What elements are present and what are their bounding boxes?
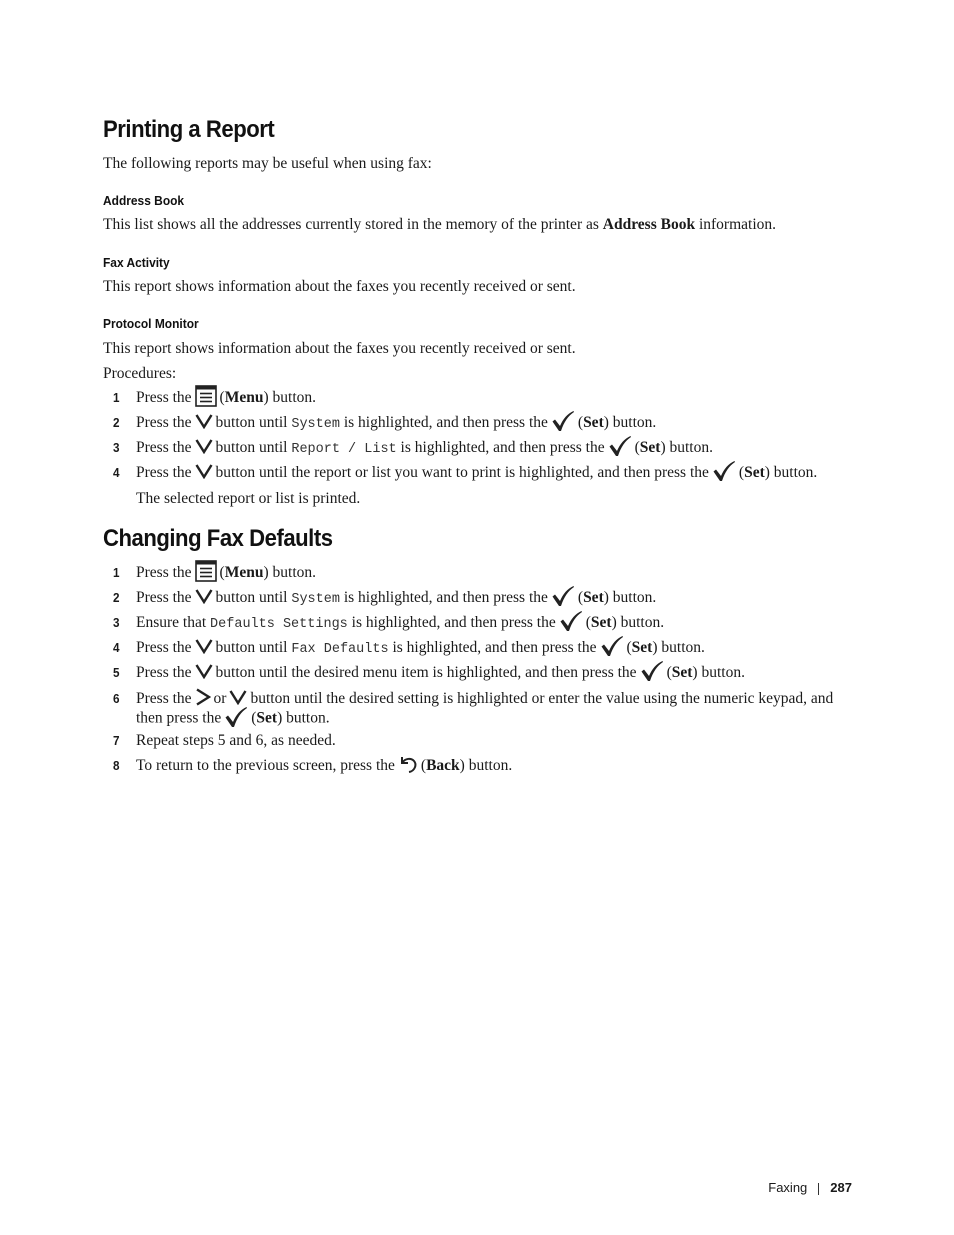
step-6: 6 Press the or button until the desired setting is highlighted or enter the value using the numeric keypad, and then press the (Set) button.	[113, 690, 834, 727]
step-2: 2 Press the button until System is highlighted, and then press the (Set) button.	[0, 586, 860, 610]
step-8: 8 To return to the previous screen, press the (Back) button.	[0, 754, 860, 778]
footer-section-name: Faxing	[768, 1180, 808, 1195]
chevron-down-icon	[195, 438, 213, 454]
heading-address-book: Address Book	[103, 193, 185, 208]
step-number: 7	[113, 733, 120, 748]
chevron-right-icon	[195, 688, 211, 706]
step-2: 2 Press the button until System is highlighted, and then press the (Set) button.	[0, 411, 860, 435]
step-number: 8	[113, 758, 120, 773]
section-title-changing-fax-defaults: Changing Fax Defaults	[103, 525, 333, 552]
step-number: 1	[113, 390, 120, 405]
step-number: 3	[113, 440, 120, 455]
chevron-down-icon	[195, 588, 213, 604]
step-4: 4 Press the button until Fax Defaults is highlighted, and then press the (Set) button.	[0, 636, 860, 660]
page-number: 287	[830, 1180, 852, 1195]
step-4: 4 Press the button until the report or list you want to print is highlighted, and then press the (Set) button.	[0, 461, 860, 485]
chevron-down-icon	[195, 663, 213, 679]
step-1: 1 Press the (Menu) button.	[0, 386, 860, 410]
check-icon	[559, 610, 583, 632]
step-5: 5 Press the button until the desired menu item is highlighted, and then press the (Set) button.	[0, 661, 860, 685]
chevron-down-icon	[195, 463, 213, 479]
fax-activity-text: This report shows information about the faxes you recently received or sent.	[103, 278, 576, 295]
step-3: 3 Ensure that Defaults Settings is highlighted, and then press the (Set) button.	[0, 611, 860, 635]
chevron-down-icon	[229, 689, 247, 705]
heading-fax-activity: Fax Activity	[103, 255, 170, 270]
step-7: 7 Repeat steps 5 and 6, as needed.	[0, 729, 860, 753]
address-book-text: This list shows all the addresses currently stored in the memory of the printer as Address Book information.	[103, 216, 777, 233]
section-title-printing-report: Printing a Report	[103, 116, 275, 143]
step-number: 2	[113, 590, 120, 605]
menu-icon	[195, 385, 217, 407]
check-icon	[224, 706, 248, 728]
check-icon	[551, 410, 575, 432]
step-number: 2	[113, 415, 120, 430]
result-text: The selected report or list is printed.	[136, 490, 361, 507]
check-icon	[551, 585, 575, 607]
step-number: 4	[113, 465, 120, 480]
check-icon	[600, 635, 624, 657]
check-icon	[712, 460, 736, 482]
protocol-monitor-text: This report shows information about the faxes you recently received or sent.	[103, 340, 576, 357]
heading-protocol-monitor: Protocol Monitor	[103, 316, 199, 331]
menu-icon	[195, 560, 217, 582]
procedures-label: Procedures:	[103, 365, 177, 382]
back-arrow-icon	[398, 754, 418, 774]
step-1: 1 Press the (Menu) button.	[0, 561, 860, 585]
step-number: 6	[113, 691, 120, 706]
page-footer	[700, 1180, 852, 1195]
step-number: 3	[113, 615, 120, 630]
chevron-down-icon	[195, 638, 213, 654]
intro-text: The following reports may be useful when using fax:	[103, 155, 432, 172]
step-number: 1	[113, 565, 120, 580]
check-icon	[640, 660, 664, 682]
check-icon	[608, 435, 632, 457]
chevron-down-icon	[195, 413, 213, 429]
footer-divider	[818, 1183, 819, 1195]
step-3: 3 Press the button until Report / List is highlighted, and then press the (Set) button.	[0, 436, 860, 460]
step-number: 4	[113, 640, 120, 655]
step-number: 5	[113, 665, 120, 680]
